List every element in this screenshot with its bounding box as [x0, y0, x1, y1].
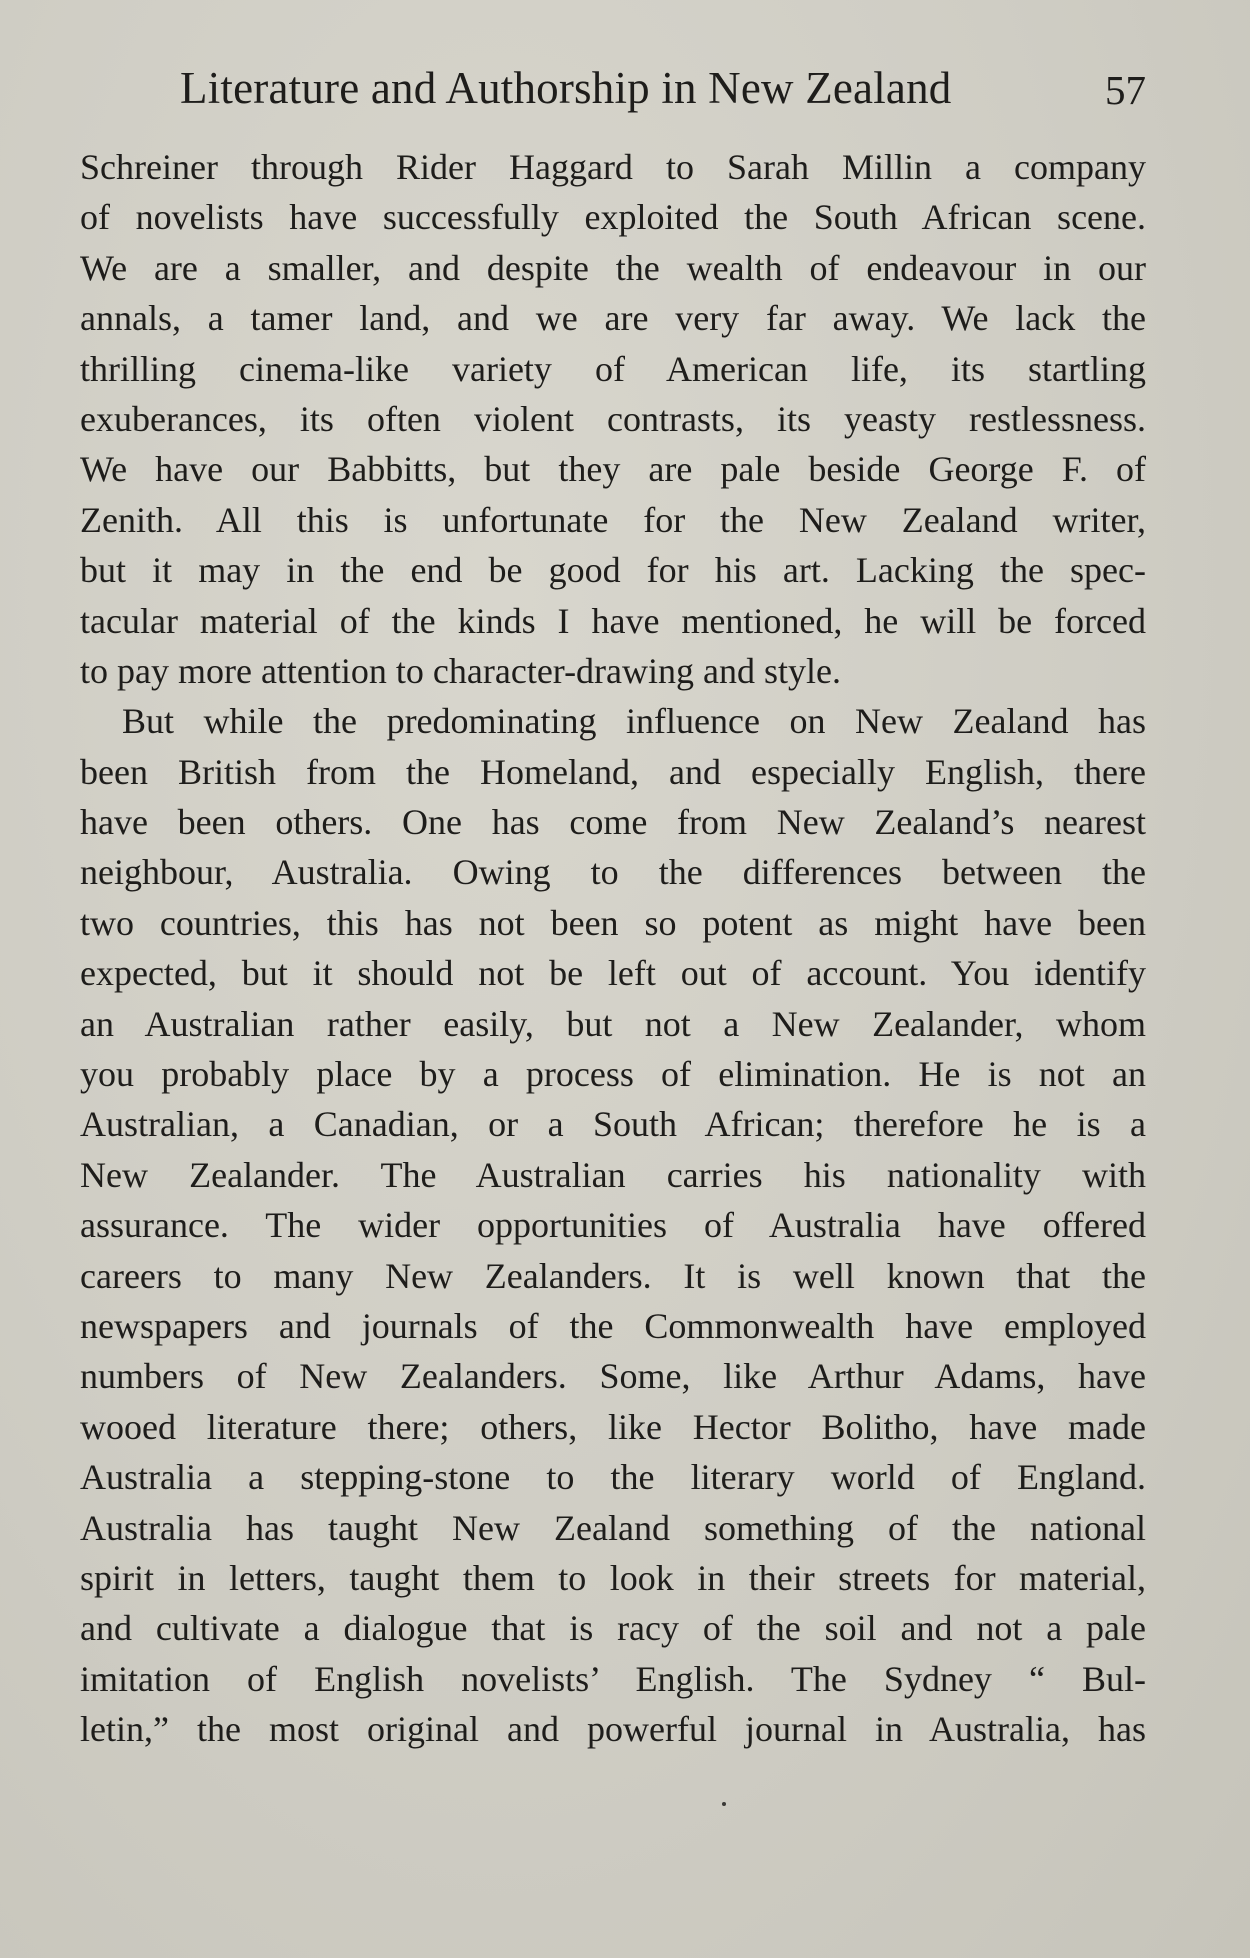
text-line: We are a smaller, and despite the wealth of endeavour in our — [80, 247, 1146, 288]
text-line: newspapers and journals of the Commonwealth have employed — [80, 1305, 1146, 1346]
text-line: We have our Babbitts, but they are pale beside George F. of — [80, 449, 1146, 490]
text-line: Schreiner through Rider Haggard to Sarah Millin a company — [80, 147, 1146, 187]
text-line: and cultivate a dialogue that is racy of the soil and not a pale — [80, 1608, 1146, 1649]
text-line: Australian, a Canadian, or a South African; therefore he is a — [80, 1104, 1146, 1145]
text-line: tacular material of the kinds I have mentioned, he will be forced — [80, 600, 1146, 641]
text-line: to pay more attention to character-drawing and style. — [80, 650, 841, 691]
running-head-title: Literature and Authorship in New Zealand — [180, 63, 952, 113]
text-line: annals, a tamer land, and we are very far away. We lack the — [80, 298, 1146, 339]
text-line: numbers of New Zealanders. Some, like Arthur Adams, have — [80, 1356, 1146, 1397]
body-text — [80, 142, 1146, 1755]
text-line: careers to many New Zealanders. It is well known that the — [80, 1255, 1146, 1296]
text-line: Australia a stepping-stone to the literary world of England. — [80, 1457, 1146, 1498]
text-line: assurance. The wider opportunities of Australia have offered — [80, 1205, 1146, 1246]
text-line: expected, but it should not be left out of account. You identify — [80, 953, 1146, 994]
running-head — [180, 62, 1146, 122]
text-line: imitation of English novelists’ English. The Sydney “ Bul- — [80, 1658, 1146, 1699]
text-line: spirit in letters, taught them to look in their streets for material, — [80, 1557, 1146, 1598]
text-line: exuberances, its often violent contrasts, its yeasty restlessness. — [80, 398, 1146, 439]
text-line: Zenith. All this is unfortunate for the New Zealand writer, — [80, 499, 1146, 540]
text-line: wooed literature there; others, like Hector Bolitho, have made — [80, 1406, 1146, 1447]
text-line: New Zealander. The Australian carries his nationality with — [80, 1154, 1146, 1195]
text-line: neighbour, Australia. Owing to the differences between the — [80, 852, 1146, 893]
text-line: But while the predominating influence on New Zealand has — [122, 701, 1146, 742]
text-line: letin,” the most original and powerful journal in Australia, has — [80, 1709, 1146, 1750]
text-line: but it may in the end be good for his art. Lacking the spec- — [80, 550, 1146, 591]
text-line: been British from the Homeland, and especially English, there — [80, 751, 1146, 792]
text-line: Australia has taught New Zealand something of the national — [80, 1507, 1146, 1548]
page-number: 57 — [1105, 67, 1146, 113]
text-line: an Australian rather easily, but not a New Zealander, whom — [80, 1003, 1146, 1044]
paragraph — [80, 696, 1146, 1754]
text-line: have been others. One has come from New Zealand’s nearest — [80, 802, 1146, 843]
paragraph — [80, 142, 1146, 696]
text-line: you probably place by a process of elimination. He is not an — [80, 1054, 1146, 1095]
text-line: of novelists have successfully exploited the South African scene. — [80, 197, 1146, 238]
paper-speck — [722, 1802, 726, 1806]
text-line: two countries, this has not been so potent as might have been — [80, 902, 1146, 943]
text-line: thrilling cinema-like variety of American life, its startling — [80, 348, 1146, 389]
